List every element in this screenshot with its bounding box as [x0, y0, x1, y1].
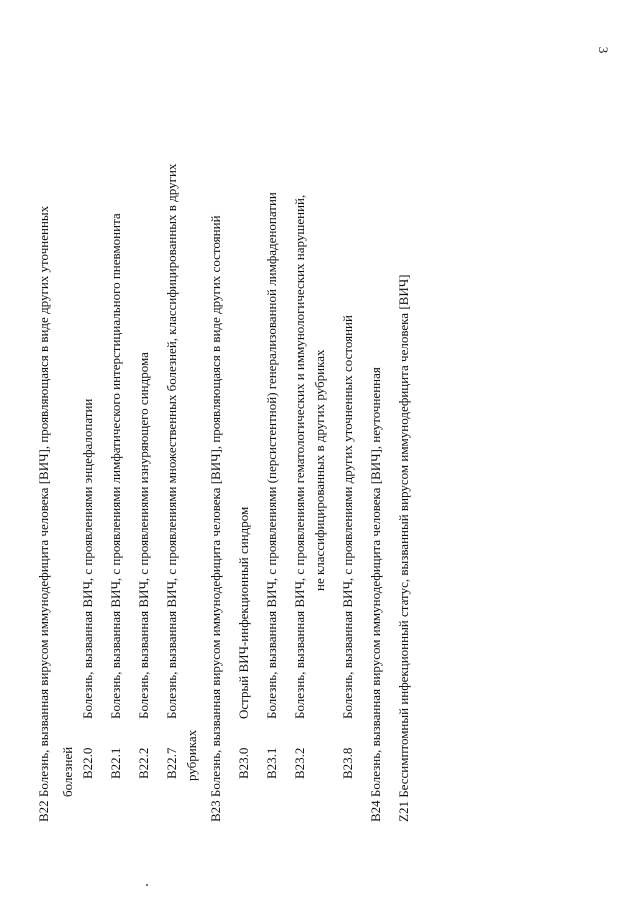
b23-8-code: B23.8 — [340, 747, 355, 779]
b23-1-text: Болезнь, вызванная ВИЧ, с проявлениями (персистентной) генерализованной лимфаденопатии — [264, 192, 279, 719]
b22-7-code: B22.7 — [164, 747, 179, 779]
z21-heading: Z21 Бессимптомный инфекционный статус, вызванный вирусом иммунодефицита человека [ВИЧ] — [396, 274, 411, 822]
b23-0-code: B23.0 — [236, 747, 251, 779]
b23-8-text: Болезнь, вызванная ВИЧ, с проявлениями других уточненных состояний — [340, 315, 355, 719]
b23-1-code: B23.1 — [264, 747, 279, 779]
b23-0-text: Острый ВИЧ-инфекционный синдром — [236, 506, 251, 719]
b22-2-text: Болезнь, вызванная ВИЧ, с проявлениями изнуряющего синдрома — [136, 352, 151, 719]
b22-0-code: B22.0 — [80, 747, 95, 779]
b23-2-code: B23.2 — [292, 747, 307, 779]
b22-2-code: B22.2 — [136, 747, 151, 779]
b24-heading: B24 Болезнь, вызванная вирусом иммунодефицита человека [ВИЧ], неуточненная — [368, 367, 383, 822]
b23-2-text: Болезнь, вызванная ВИЧ, с проявлениями гематологических и иммунологических нарушений, — [292, 194, 307, 719]
b22-1-text: Болезнь, вызванная ВИЧ, с проявлениями лимфатического интерстициального пневмонита — [108, 213, 123, 719]
b22-1-code: B22.1 — [108, 747, 123, 779]
page-number: 3 — [596, 46, 611, 54]
b22-0-text: Болезнь, вызванная ВИЧ, с проявлениями энцефалопатии — [80, 398, 95, 719]
b22-7-continuation: рубриках — [184, 729, 199, 781]
b22-7-text: Болезнь, вызванная ВИЧ, с проявлениями множественных болезней, классифицированных в других — [164, 163, 179, 719]
b22-heading-line1: B22 Болезнь, вызванная вирусом иммунодефицита человека [ВИЧ], проявляющаяся в виде других уточненных — [36, 205, 51, 822]
b22-heading-line2: болезней — [60, 746, 75, 797]
b23-heading: B23 Болезнь, вызванная вирусом иммунодефицита человека [ВИЧ], проявляющаяся в виде других состояний — [208, 215, 223, 822]
b23-2-continuation: не классифицированных в других рубриках — [312, 349, 327, 591]
